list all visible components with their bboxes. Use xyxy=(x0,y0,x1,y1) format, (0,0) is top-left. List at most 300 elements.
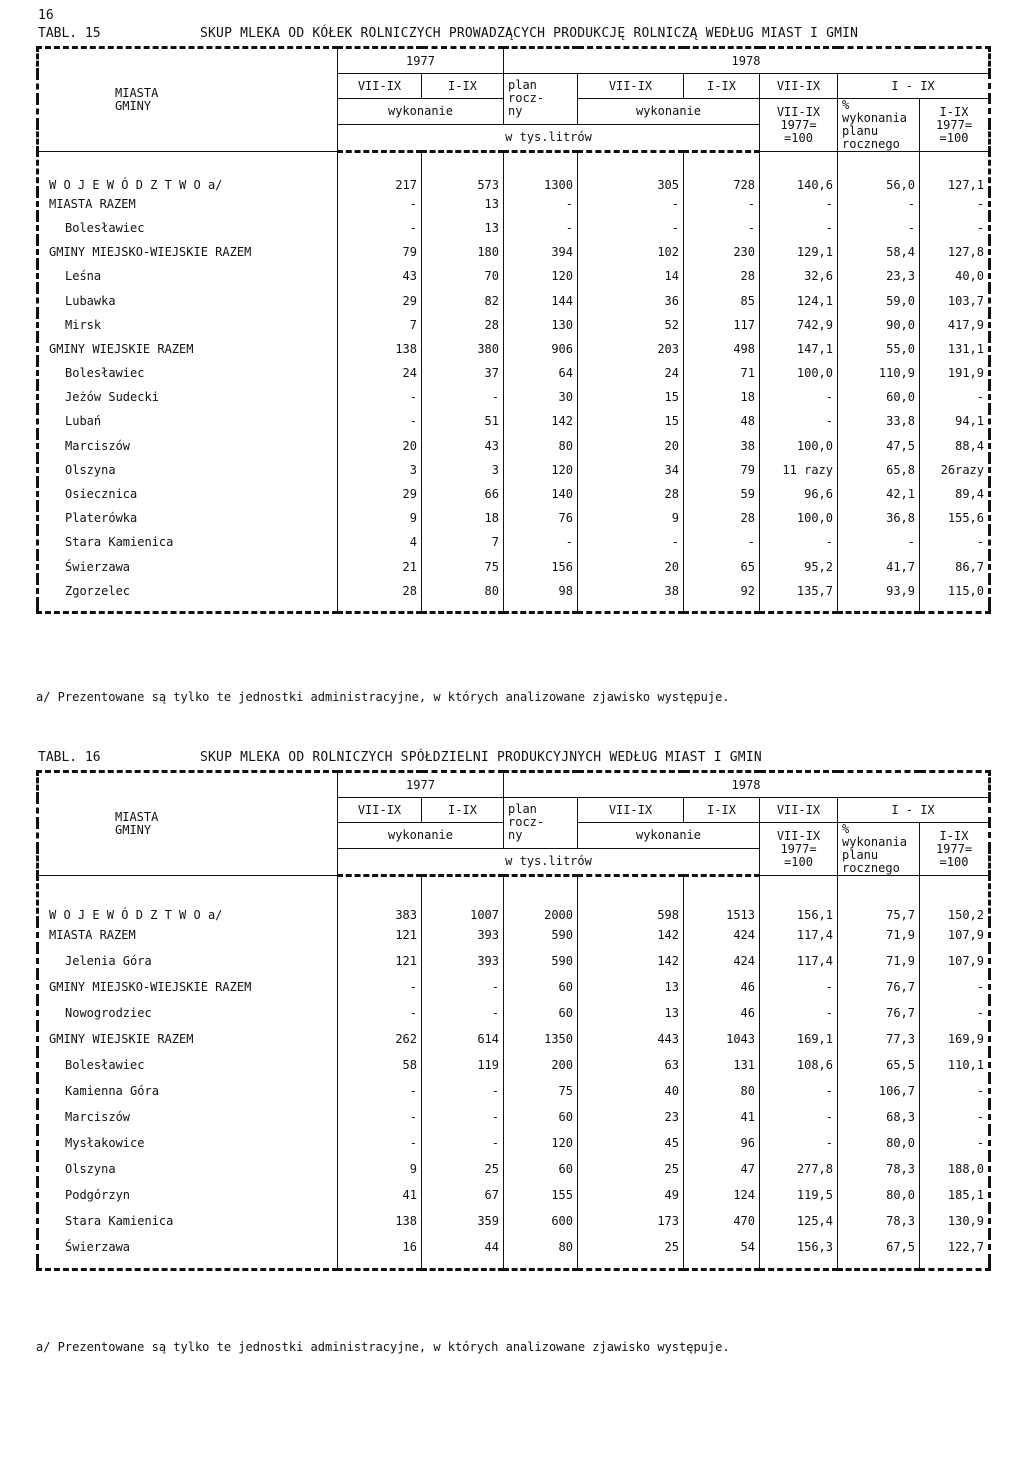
cell-value: 56,0 xyxy=(838,152,920,192)
cell-value: 13 xyxy=(422,216,504,240)
cell-value: 598 xyxy=(578,876,684,922)
cell-value: 191,9 xyxy=(920,361,990,385)
cell-value: 20 xyxy=(578,555,684,579)
cell-value: 2000 xyxy=(504,876,578,922)
cell-value: 20 xyxy=(578,434,684,458)
cell-value: 58,4 xyxy=(838,240,920,264)
cell-value: 86,7 xyxy=(920,555,990,579)
cell-value: 24 xyxy=(338,361,422,385)
header-1977: 1977 xyxy=(338,48,504,74)
cell-value: 393 xyxy=(422,922,504,948)
cell-value: 88,4 xyxy=(920,434,990,458)
cell-value: 14 xyxy=(578,264,684,288)
cell-value: 66 xyxy=(422,482,504,506)
row-label: Marciszów xyxy=(65,1109,131,1124)
table-16 xyxy=(36,770,991,1271)
cell-value: - xyxy=(338,974,422,1000)
header-i-ix: I-IX xyxy=(684,798,760,823)
spacer-cell xyxy=(920,1260,990,1270)
cell-value: 28 xyxy=(684,506,760,530)
cell-value: 75 xyxy=(422,555,504,579)
cell-value: 29 xyxy=(338,482,422,506)
cell-value: 78,3 xyxy=(838,1208,920,1234)
cell-value: 4 xyxy=(338,530,422,554)
header-i-ix-span: I - IX xyxy=(838,798,990,823)
table-16-label: TABL. 16 xyxy=(38,750,101,765)
header-pct-plan: % wykonania planu rocznego xyxy=(838,99,920,152)
cell-value: - xyxy=(760,974,838,1000)
header-vii-ix: VII-IX xyxy=(338,798,422,823)
cell-value: 59,0 xyxy=(838,288,920,312)
cell-value: 94,1 xyxy=(920,409,990,433)
cell-value: - xyxy=(578,530,684,554)
cell-value: 155,6 xyxy=(920,506,990,530)
row-label: GMINY MIEJSKO-WIEJSKIE RAZEM xyxy=(49,245,252,260)
cell-value: 147,1 xyxy=(760,337,838,361)
cell-value: 76,7 xyxy=(838,974,920,1000)
cell-value: 25 xyxy=(578,1234,684,1260)
table-row xyxy=(38,192,990,216)
spacer-cell xyxy=(684,603,760,613)
table-row xyxy=(38,506,990,530)
spacer-cell xyxy=(578,1260,684,1270)
cell-value: 127,8 xyxy=(920,240,990,264)
row-label: Świerzawa xyxy=(65,559,131,574)
cell-value: 11 razy xyxy=(760,458,838,482)
cell-value: 80 xyxy=(684,1078,760,1104)
cell-value: - xyxy=(338,216,422,240)
row-label: Stara Kamienica xyxy=(65,535,174,550)
cell-value: 18 xyxy=(422,506,504,530)
header-wykonanie: wykonanie xyxy=(578,823,760,849)
cell-value: - xyxy=(338,1130,422,1156)
cell-value: 33,8 xyxy=(838,409,920,433)
cell-value: - xyxy=(760,1104,838,1130)
cell-value: 906 xyxy=(504,337,578,361)
cell-value: 18 xyxy=(684,385,760,409)
cell-value: 58 xyxy=(338,1052,422,1078)
table-row xyxy=(38,1182,990,1208)
cell-value: 80,0 xyxy=(838,1182,920,1208)
row-label: Osiecznica xyxy=(65,487,138,502)
cell-value: 43 xyxy=(338,264,422,288)
cell-value: 60,0 xyxy=(838,385,920,409)
table-row xyxy=(38,876,990,922)
cell-value: - xyxy=(760,385,838,409)
row-label: Platerówka xyxy=(65,511,138,526)
table-row xyxy=(38,1052,990,1078)
cell-value: 130 xyxy=(504,313,578,337)
cell-value: 155 xyxy=(504,1182,578,1208)
cell-value: 79 xyxy=(684,458,760,482)
cell-value: 119,5 xyxy=(760,1182,838,1208)
cell-value: 16 xyxy=(338,1234,422,1260)
cell-value: - xyxy=(684,216,760,240)
cell-value: 728 xyxy=(684,152,760,192)
header-vii-ix: VII-IX xyxy=(760,798,838,823)
cell-value: 110,9 xyxy=(838,361,920,385)
spacer-cell xyxy=(760,1260,838,1270)
cell-value: - xyxy=(760,1130,838,1156)
table-row xyxy=(38,385,990,409)
table-row xyxy=(38,922,990,948)
cell-value: - xyxy=(422,1078,504,1104)
cell-value: 85 xyxy=(684,288,760,312)
cell-value: 13 xyxy=(578,974,684,1000)
cell-value: - xyxy=(920,385,990,409)
cell-value: 20 xyxy=(338,434,422,458)
table-15-footnote: a/ Prezentowane są tylko te jednostki administracyjne, w których analizowane zjawisko występuje. xyxy=(36,690,730,704)
spacer-cell xyxy=(838,603,920,613)
cell-value: 30 xyxy=(504,385,578,409)
cell-value: - xyxy=(338,409,422,433)
cell-value: - xyxy=(760,216,838,240)
cell-value: - xyxy=(422,1000,504,1026)
spacer-cell xyxy=(38,603,338,613)
spacer-cell xyxy=(838,1260,920,1270)
cell-value: 120 xyxy=(504,1130,578,1156)
table-bottom-spacer xyxy=(38,603,990,613)
table-row xyxy=(38,1208,990,1234)
header-index-i-ix: I-IX 1977= =100 xyxy=(920,99,990,152)
header-i-ix: I-IX xyxy=(684,74,760,99)
cell-value: 49 xyxy=(578,1182,684,1208)
cell-value: - xyxy=(504,192,578,216)
table-row xyxy=(38,482,990,506)
cell-value: 48 xyxy=(684,409,760,433)
table-16-body xyxy=(38,876,990,1270)
cell-value: 200 xyxy=(504,1052,578,1078)
table-15 xyxy=(36,46,991,614)
table-row xyxy=(38,264,990,288)
cell-value: - xyxy=(684,530,760,554)
table-15-body xyxy=(38,152,990,613)
row-label: Bolesławiec xyxy=(65,1057,145,1072)
cell-value: 140 xyxy=(504,482,578,506)
row-label: Zgorzelec xyxy=(65,583,131,598)
cell-value: 169,1 xyxy=(760,1026,838,1052)
row-label: Bolesławiec xyxy=(65,220,145,235)
cell-value: 590 xyxy=(504,948,578,974)
cell-value: 142 xyxy=(504,409,578,433)
header-stub: MIASTA GMINY xyxy=(38,48,338,152)
header-i-ix: I-IX xyxy=(422,798,504,823)
row-label: Jeżów Sudecki xyxy=(65,390,159,405)
header-index-vii-ix: VII-IX 1977= =100 xyxy=(760,99,838,152)
spacer-cell xyxy=(504,603,578,613)
cell-value: 46 xyxy=(684,1000,760,1026)
row-label: Olszyna xyxy=(65,462,116,477)
cell-value: - xyxy=(422,1130,504,1156)
cell-value: 117 xyxy=(684,313,760,337)
cell-value: 71 xyxy=(684,361,760,385)
cell-value: 93,9 xyxy=(838,579,920,603)
row-label: GMINY WIEJSKIE RAZEM xyxy=(49,341,194,356)
cell-value: 82 xyxy=(422,288,504,312)
cell-value: 45 xyxy=(578,1130,684,1156)
cell-value: 9 xyxy=(578,506,684,530)
spacer-cell xyxy=(338,1260,422,1270)
cell-value: 100,0 xyxy=(760,506,838,530)
cell-value: 156 xyxy=(504,555,578,579)
cell-value: 77,3 xyxy=(838,1026,920,1052)
cell-value: 96,6 xyxy=(760,482,838,506)
cell-value: 230 xyxy=(684,240,760,264)
cell-value: 34 xyxy=(578,458,684,482)
cell-value: 138 xyxy=(338,337,422,361)
header-pct-plan: % wykonania planu rocznego xyxy=(838,823,920,876)
cell-value: 32,6 xyxy=(760,264,838,288)
cell-value: 614 xyxy=(422,1026,504,1052)
cell-value: 144 xyxy=(504,288,578,312)
row-label: Bolesławiec xyxy=(65,366,145,381)
table-row xyxy=(38,1156,990,1182)
cell-value: 43 xyxy=(422,434,504,458)
cell-value: 130,9 xyxy=(920,1208,990,1234)
header-1978: 1978 xyxy=(504,48,990,74)
row-label: Podgórzyn xyxy=(65,1187,131,1202)
table-16-header xyxy=(38,772,990,876)
header-stub: MIASTA GMINY xyxy=(38,772,338,876)
header-vii-ix: VII-IX xyxy=(578,798,684,823)
cell-value: - xyxy=(422,385,504,409)
cell-value: 138 xyxy=(338,1208,422,1234)
cell-value: - xyxy=(838,192,920,216)
header-wykonanie: wykonanie xyxy=(338,823,504,849)
cell-value: 103,7 xyxy=(920,288,990,312)
cell-value: 40 xyxy=(578,1078,684,1104)
cell-value: 46 xyxy=(684,974,760,1000)
header-vii-ix: VII-IX xyxy=(578,74,684,99)
table-16-footnote: a/ Prezentowane są tylko te jednostki administracyjne, w których analizowane zjawisko występuje. xyxy=(36,1340,730,1354)
cell-value: 180 xyxy=(422,240,504,264)
row-label: Kamienna Góra xyxy=(65,1083,159,1098)
cell-value: - xyxy=(338,1000,422,1026)
cell-value: 37 xyxy=(422,361,504,385)
cell-value: 107,9 xyxy=(920,948,990,974)
cell-value: 79 xyxy=(338,240,422,264)
row-label: Lubań xyxy=(65,414,102,429)
cell-value: 28 xyxy=(684,264,760,288)
cell-value: - xyxy=(760,409,838,433)
table-15-label: TABL. 15 xyxy=(38,26,101,41)
cell-value: 305 xyxy=(578,152,684,192)
cell-value: 1350 xyxy=(504,1026,578,1052)
cell-value: 394 xyxy=(504,240,578,264)
spacer-cell xyxy=(422,1260,504,1270)
cell-value: - xyxy=(920,1104,990,1130)
cell-value: 36,8 xyxy=(838,506,920,530)
cell-value: 100,0 xyxy=(760,361,838,385)
cell-value: 121 xyxy=(338,922,422,948)
cell-value: 600 xyxy=(504,1208,578,1234)
page-number: 16 xyxy=(38,8,54,23)
spacer-cell xyxy=(38,1260,338,1270)
cell-value: - xyxy=(422,974,504,1000)
cell-value: 15 xyxy=(578,409,684,433)
cell-value: 59 xyxy=(684,482,760,506)
cell-value: 1513 xyxy=(684,876,760,922)
cell-value: 98 xyxy=(504,579,578,603)
cell-value: 41,7 xyxy=(838,555,920,579)
row-label: GMINY WIEJSKIE RAZEM xyxy=(49,1031,194,1046)
cell-value: - xyxy=(338,1104,422,1130)
cell-value: 68,3 xyxy=(838,1104,920,1130)
cell-value: - xyxy=(504,530,578,554)
cell-value: 60 xyxy=(504,974,578,1000)
cell-value: - xyxy=(578,192,684,216)
cell-value: - xyxy=(760,192,838,216)
cell-value: 135,7 xyxy=(760,579,838,603)
cell-value: 417,9 xyxy=(920,313,990,337)
cell-value: 169,9 xyxy=(920,1026,990,1052)
cell-value: - xyxy=(920,1078,990,1104)
cell-value: 424 xyxy=(684,948,760,974)
cell-value: 107,9 xyxy=(920,922,990,948)
row-label: Marciszów xyxy=(65,438,131,453)
table-row xyxy=(38,240,990,264)
cell-value: 25 xyxy=(422,1156,504,1182)
cell-value: 52 xyxy=(578,313,684,337)
cell-value: 41 xyxy=(684,1104,760,1130)
cell-value: 185,1 xyxy=(920,1182,990,1208)
cell-value: 1007 xyxy=(422,876,504,922)
cell-value: - xyxy=(684,192,760,216)
cell-value: 23 xyxy=(578,1104,684,1130)
spacer-cell xyxy=(684,1260,760,1270)
cell-value: 44 xyxy=(422,1234,504,1260)
cell-value: - xyxy=(338,192,422,216)
row-label: GMINY MIEJSKO-WIEJSKIE RAZEM xyxy=(49,979,252,994)
cell-value: 36 xyxy=(578,288,684,312)
cell-value: 90,0 xyxy=(838,313,920,337)
cell-value: 125,4 xyxy=(760,1208,838,1234)
cell-value: 150,2 xyxy=(920,876,990,922)
cell-value: 47,5 xyxy=(838,434,920,458)
table-row xyxy=(38,1104,990,1130)
cell-value: 80 xyxy=(504,434,578,458)
cell-value: 80 xyxy=(504,1234,578,1260)
cell-value: 3 xyxy=(422,458,504,482)
row-label: Jelenia Góra xyxy=(65,953,152,968)
table-row xyxy=(38,1130,990,1156)
cell-value: 102 xyxy=(578,240,684,264)
table-row xyxy=(38,530,990,554)
cell-value: 60 xyxy=(504,1000,578,1026)
cell-value: 15 xyxy=(578,385,684,409)
cell-value: - xyxy=(760,1000,838,1026)
table-row xyxy=(38,288,990,312)
row-label: W O J E W Ó D Z T W O a/ xyxy=(49,907,223,922)
cell-value: 60 xyxy=(504,1104,578,1130)
row-label: Stara Kamienica xyxy=(65,1213,174,1228)
cell-value: 124 xyxy=(684,1182,760,1208)
cell-value: 67 xyxy=(422,1182,504,1208)
cell-value: 383 xyxy=(338,876,422,922)
cell-value: - xyxy=(338,1078,422,1104)
cell-value: 124,1 xyxy=(760,288,838,312)
row-label: Olszyna xyxy=(65,1161,116,1176)
cell-value: 92 xyxy=(684,579,760,603)
cell-value: 9 xyxy=(338,506,422,530)
cell-value: - xyxy=(838,216,920,240)
cell-value: 424 xyxy=(684,922,760,948)
cell-value: 80,0 xyxy=(838,1130,920,1156)
cell-value: 3 xyxy=(338,458,422,482)
cell-value: 26razy xyxy=(920,458,990,482)
cell-value: - xyxy=(422,1104,504,1130)
cell-value: 142 xyxy=(578,922,684,948)
cell-value: 156,3 xyxy=(760,1234,838,1260)
cell-value: 443 xyxy=(578,1026,684,1052)
cell-value: 122,7 xyxy=(920,1234,990,1260)
cell-value: 393 xyxy=(422,948,504,974)
cell-value: 13 xyxy=(422,192,504,216)
cell-value: 40,0 xyxy=(920,264,990,288)
cell-value: 9 xyxy=(338,1156,422,1182)
cell-value: - xyxy=(578,216,684,240)
cell-value: 65 xyxy=(684,555,760,579)
cell-value: 42,1 xyxy=(838,482,920,506)
table-row xyxy=(38,337,990,361)
table-row xyxy=(38,1234,990,1260)
spacer-cell xyxy=(920,603,990,613)
table-row xyxy=(38,555,990,579)
cell-value: 54 xyxy=(684,1234,760,1260)
spacer-cell xyxy=(422,603,504,613)
cell-value: 1043 xyxy=(684,1026,760,1052)
cell-value: 277,8 xyxy=(760,1156,838,1182)
spacer-cell xyxy=(578,603,684,613)
cell-value: 121 xyxy=(338,948,422,974)
row-label: Mysłakowice xyxy=(65,1135,145,1150)
header-index-vii-ix: VII-IX 1977= =100 xyxy=(760,823,838,876)
cell-value: 262 xyxy=(338,1026,422,1052)
cell-value: 65,5 xyxy=(838,1052,920,1078)
cell-value: 359 xyxy=(422,1208,504,1234)
cell-value: 108,6 xyxy=(760,1052,838,1078)
cell-value: 75,7 xyxy=(838,876,920,922)
cell-value: 65,8 xyxy=(838,458,920,482)
cell-value: 28 xyxy=(578,482,684,506)
header-vii-ix: VII-IX xyxy=(760,74,838,99)
spacer-cell xyxy=(760,603,838,613)
row-label: W O J E W Ó D Z T W O a/ xyxy=(49,177,223,192)
header-index-i-ix: I-IX 1977= =100 xyxy=(920,823,990,876)
cell-value: 71,9 xyxy=(838,948,920,974)
cell-value: 573 xyxy=(422,152,504,192)
row-label: Lubawka xyxy=(65,293,116,308)
cell-value: 117,4 xyxy=(760,948,838,974)
header-i-ix: I-IX xyxy=(422,74,504,99)
cell-value: 217 xyxy=(338,152,422,192)
table-row xyxy=(38,361,990,385)
cell-value: 67,5 xyxy=(838,1234,920,1260)
cell-value: 115,0 xyxy=(920,579,990,603)
cell-value: 13 xyxy=(578,1000,684,1026)
cell-value: 25 xyxy=(578,1156,684,1182)
cell-value: - xyxy=(504,216,578,240)
cell-value: 119 xyxy=(422,1052,504,1078)
header-unit: w tys.litrów xyxy=(338,124,760,151)
cell-value: - xyxy=(838,530,920,554)
header-wykonanie: wykonanie xyxy=(338,99,504,125)
header-vii-ix: VII-IX xyxy=(338,74,422,99)
cell-value: - xyxy=(920,192,990,216)
row-label: MIASTA RAZEM xyxy=(49,196,136,211)
header-unit: w tys.litrów xyxy=(338,848,760,875)
cell-value: 129,1 xyxy=(760,240,838,264)
